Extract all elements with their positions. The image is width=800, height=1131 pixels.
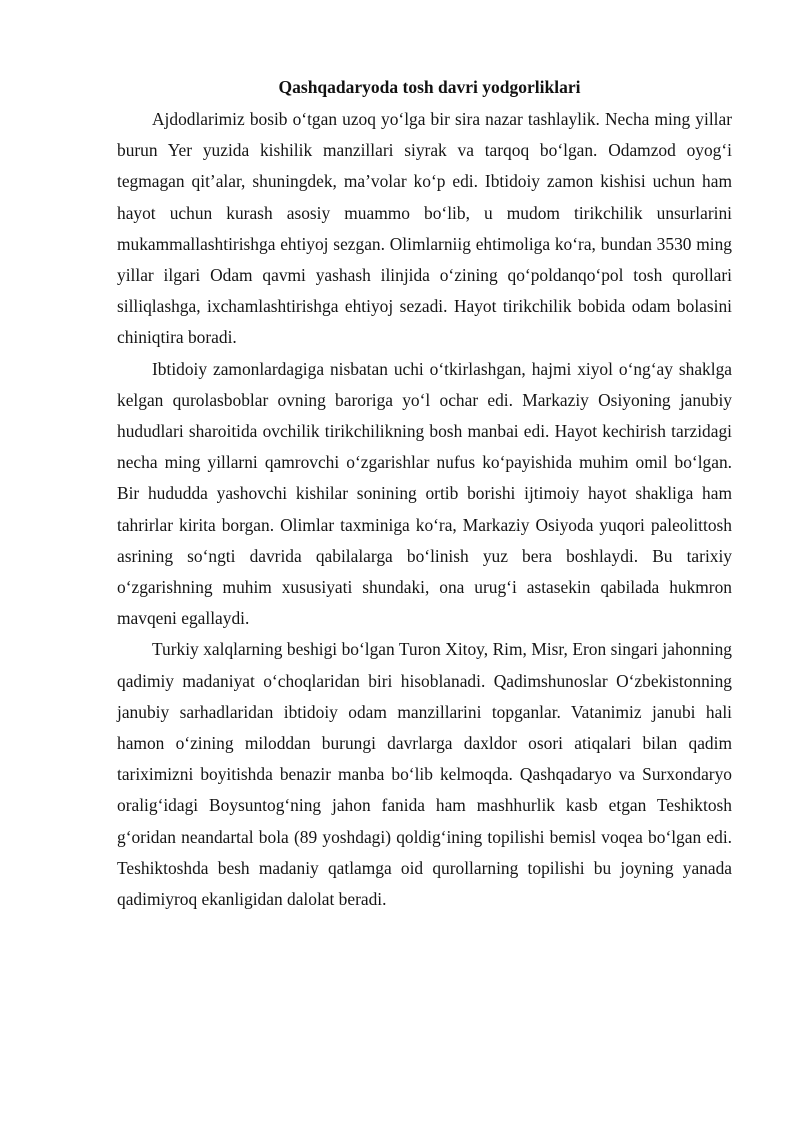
paragraph-3: Turkiy xalqlarning beshigi bo‘lgan Turon Xitoy, Rim, Misr, Eron singari jahonning qadimiy madaniyat o‘choqlaridan biri hisoblanadi. Qadimshunoslar O‘zbekistonning janubiy sarhadlaridan ibtidoiy odam manzillarini topganlar. Vatanimiz janubi hali hamon o‘zining miloddan burungi davrlarga daxldor osori atiqalari bilan qadim tariximizni boyitishda benazir manba bo‘lib kelmoqda. Qashqadaryo va Surxondaryo oralig‘idagi Boysuntog‘ning jahon fanida ham mashhurlik kasb etgan Teshiktosh g‘oridan neandartal bola (89 yoshdagi) qoldig‘ining topilishi bemisl voqea bo‘lgan edi. Teshiktoshda besh madaniy qatlamga oid qurollarning topilishi bu joyning yanada qadimiyroq ekanligidan dalolat beradi.	[117, 639, 732, 910]
document-title: Qashqadaryoda tosh davri yodgorliklari	[278, 77, 581, 97]
paragraph-1: Ajdodlarimiz bosib o‘tgan uzoq yo‘lga bir sira nazar tashlaylik. Necha ming yillar burun Yer yuzida kishilik manzillari siyrak va tarqoq bo‘lgan. Odamzod oyog‘i tegmagan qit’alar, shuningdek, ma’volar ko‘p edi. Ibtidoiy zamon kishisi uchun ham hayot uchun kurash asosiy muammo bo‘lib, u mudom tirikchilik unsurlarini mukammallashtirishga ehtiyoj sezgan. Olimlarniig ehtimoliga ko‘ra, bundan 3530 ming yillar ilgari Odam qavmi yashash ilinjida o‘zining qo‘poldanqo‘pol tosh qurollari silliqlashga, ixchamlashtirishga ehtiyoj sezadi. Hayot tirikchilik bobida odam bolasini chiniqtira boradi.	[117, 109, 732, 348]
paragraph-2: Ibtidoiy zamonlardagiga nisbatan uchi o‘tkirlashgan, hajmi xiyol o‘ng‘ay shaklga kelgan qurolasboblar ovning baroriga yo‘l ochar edi. Markaziy Osiyoning janubiy hududlari sharoitida ovchilik tirikchilikning bosh manbai edi. Hayot kechirish tarzidagi necha ming yillarni qamrovchi o‘zgarishlar nufus ko‘payishida muhim omil bo‘lgan. Bir hududda yashovchi kishilar sonining ortib borishi ijtimoiy hayot shakliga ham tahrirlar kirita borgan. Olimlar taxminiga ko‘ra, Markaziy Osiyoda yuqori paleolittosh asrining so‘ngti davrida qabilalarga bo‘linish yuz bera boshlaydi. Bu tarixiy o‘zgarishning muhim xususiyati shundaki, ona urug‘i astasekin qabilada hukmron mavqeni egallaydi.	[117, 358, 732, 629]
